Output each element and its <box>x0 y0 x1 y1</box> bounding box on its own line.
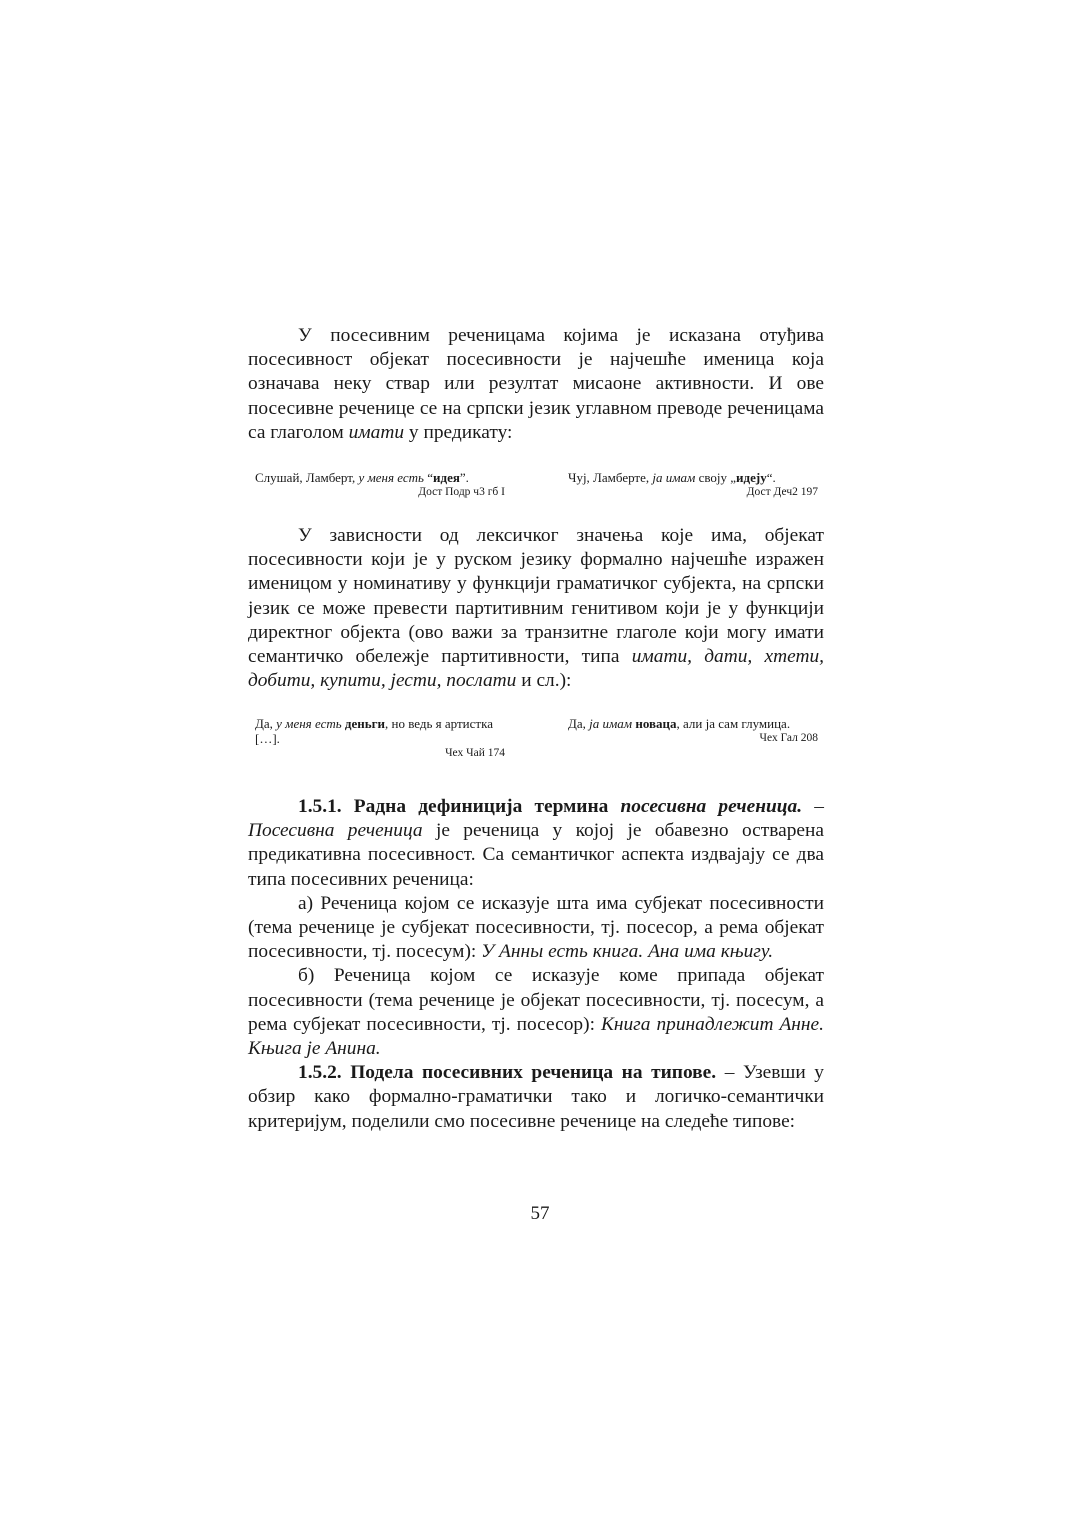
paragraph-1 <box>248 324 824 445</box>
example-1-serbian: Чуј, Ламберте, ја имам своју „идеју“. Дост Деч2 197 <box>568 470 818 498</box>
section-1-5-1-definition: 1.5.1. Радна дефиниција термина посесивна реченица. – Посесивна реченица је реченица у којој је обавезно остварена предикативна посесивност. Са семантичког аспекта издвајају се два типа посесивних реченица: <box>248 796 824 890</box>
example-2-russian: Да, у меня есть деньги, но ведь я артистка […]. Чех Чай 174 <box>255 716 505 759</box>
example-1-serbian-source: Дост Деч2 197 <box>746 486 818 498</box>
example-a: У Анны есть книга. Ана има књигу. <box>481 941 774 963</box>
example-2-serbian: Да, ја имам новаца, али ја сам глумица. Чех Гал 208 <box>568 716 818 744</box>
example-1-russian: Слушай, Ламберт, у меня есть “идея”. Дост Подр ч3 гб I <box>255 470 505 498</box>
example-b: Книга принадлежит Анне. Књига је Анина. <box>248 1013 824 1060</box>
list-item-b: б) Реченица којом се исказује коме припада објекат посесивности (тема реченице је објекат посесивности, тј. посесум, а рема субјекат посесивности, тј. посесор): Книга принадлежит Анне. Књига је Анина. <box>248 965 824 1060</box>
list-item-a: а) Реченица којом се исказује шта има субјекат посесивности (тема реченице је субјекат посесивности, тј. посесор, а рема објекат посесивности, тј. посесум): У Анны есть книга. Ана има књигу. <box>248 892 824 963</box>
example-1-russian-source: Дост Подр ч3 гб I <box>418 486 505 498</box>
section-1-5-2-heading: 1.5.2. Подела посесивних реченица на типове. <box>298 1062 717 1084</box>
paragraph-2 <box>248 524 824 693</box>
section-1-5-2: 1.5.2. Подела посесивних реченица на типове. – Узевши у обзир како формално-граматички тако и логичко-семантички критеријум, поделили смо посесивне реченице на следеће типове: <box>248 1062 825 1132</box>
example-2-russian-source: Чех Чай 174 <box>445 747 505 759</box>
example-2-serbian-source: Чех Гал 208 <box>759 732 818 744</box>
paragraph-1-text: У посесивним реченицама којима је исказана отуђива посесивност објекат посесивности је најчешће именица која означава неку ствар или резултат мисаоне активности. И ове посесивне реченице се на српски језик углавном преводе реченицама са глаголом имати у предикату: <box>248 325 824 443</box>
italic-verb: имати <box>348 421 405 443</box>
page-number: 57 <box>530 1203 550 1224</box>
paragraph-2-text: У зависности од лексичког значења које има, објекат посесивности који је у руском језику формално најчешће изражен именицом у номинативу у функцији граматичког субјекта, на српски језик се може превести партитивним генитивом који је у функцији директног објекта (ово важи за транзитне глаголе који могу имати семантичко обележје партитивности, типа имати, дати, хтети, добити, купити, јести, послати и сл.): <box>248 525 824 692</box>
term-possessive-sentence: Посесивна реченица <box>248 820 423 842</box>
italic-verbs: имати, дати, хтети, добити, купити, јести, послати <box>248 646 824 692</box>
section-1-5-1-heading: 1.5.1. Радна дефиниција термина посесивна реченица. <box>298 796 803 817</box>
section-1-5-1 <box>248 795 824 1134</box>
